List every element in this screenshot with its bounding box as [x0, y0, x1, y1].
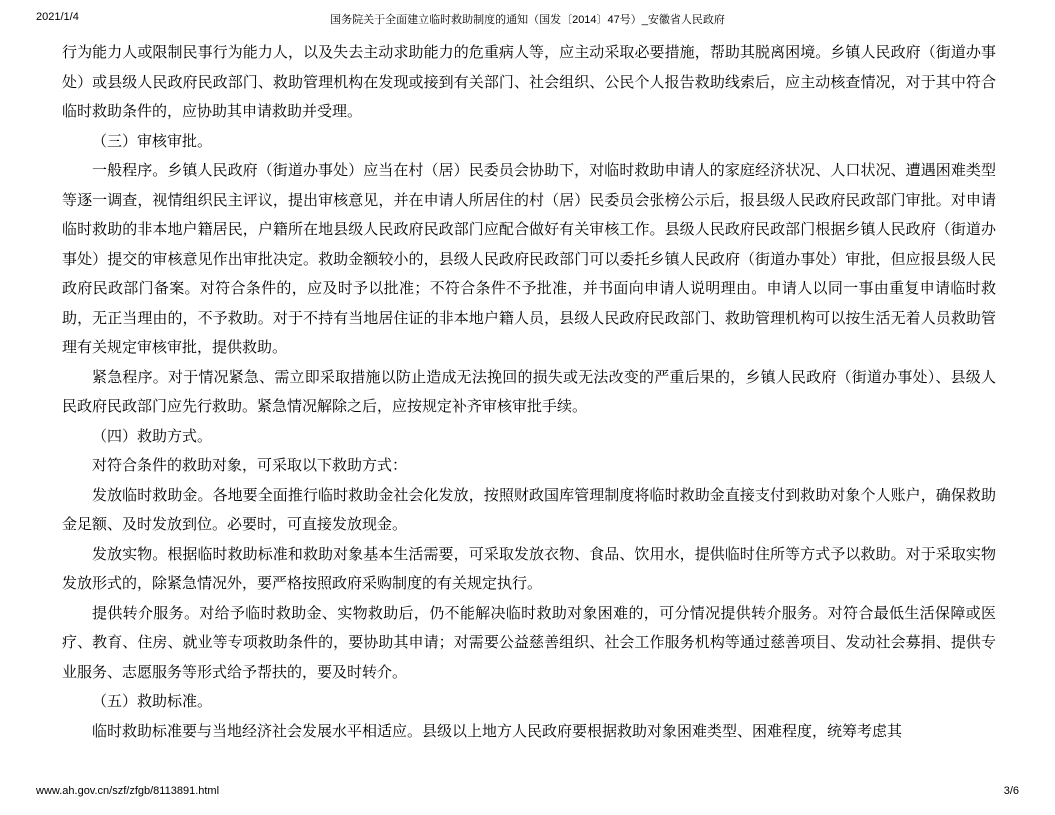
paragraph: 发放临时救助金。各地要全面推行临时救助金社会化发放，按照财政国库管理制度将临时救助金直接支付到救助对象个人账户，确保救助金足额、及时发放到位。必要时，可直接发放现金。: [62, 485, 996, 533]
source-url[interactable]: www.ah.gov.cn/szf/zfgb/8113891.html: [36, 785, 220, 797]
section-heading: （五）救助标准。: [92, 692, 213, 710]
section-heading: （四）救助方式。: [92, 426, 213, 445]
section-heading: （三）审核审批。: [92, 131, 213, 150]
paragraph: 紧急程序。对于情况紧急、需立即采取措施以防止造成无法挽回的损失或无法改变的严重后果的，乡镇人民政府（街道办事处）、县级人民政府民政部门应先行救助。紧急情况解除之后，应按规定补齐审核审批手续。: [62, 367, 996, 415]
paragraph: 发放实物。根据临时救助标准和救助对象基本生活需要，可采取发放衣物、食品、饮用水，提供临时住所等方式予以救助。对于采取实物发放形式的，除紧急情况外，要严格按照政府采购制度的有关规定执行。: [62, 544, 996, 592]
document-title: 国务院关于全面建立临时救助制度的通知（国发〔2014〕47号）_安徽省人民政府: [330, 14, 725, 26]
page-header: [36, 11, 1019, 25]
paragraph: 一般程序。乡镇人民政府（街道办事处）应当在村（居）民委员会协助下，对临时救助申请人的家庭经济状况、人口状况、遭遇困难类型等逐一调查，视情组织民主评议，提出审核意见，并在申请人所居住的村（居）民委员会张榜公示后，报县级人民政府民政部门审批。对申请临时救助的非本地户籍居民，户籍所在地县级人民政府民政部门应配合做好有关审核工作。县级人民政府民政部门根据乡镇人民政府（街道办事处）提交的审核意见作出审批决定。救助金额较小的，县级人民政府民政部门可以委托乡镇人民政府（街道办事处）审批，但应报县级人民政府民政部门备案。对符合条件的，应及时予以批准；不符合条件不予批准，并书面向申请人说明理由。申请人以同一事由重复申请临时救助，无正当理由的，不予救助。对于不持有当地居住证的非本地户籍人员，县级人民政府民政部门、救助管理机构可以按生活无着人员救助管理有关规定审核审批，提供救助。: [62, 161, 996, 356]
page-footer: [36, 785, 1019, 799]
paragraph: 提供转介服务。对给予临时救助金、实物救助后，仍不能解决临时救助对象困难的，可分情况提供转介服务。对符合最低生活保障或医疗、教育、住房、就业等专项救助条件的，要协助其申请；对需要公益慈善组织、社会工作服务机构等通过慈善项目、发动社会募捐、提供专业服务、志愿服务等形式给予帮扶的，要及时转介。: [62, 603, 996, 681]
paragraph: 临时救助标准要与当地经济社会发展水平相适应。县级以上地方人民政府要根据救助对象困难类型、困难程度，统筹考虑其: [92, 721, 903, 740]
page-number: 3/6: [1003, 785, 1019, 797]
print-date: 2021/1/4: [36, 11, 79, 23]
paragraph: 对符合条件的救助对象，可采取以下救助方式：: [92, 456, 408, 474]
document-body: [62, 38, 996, 746]
paragraph: 行为能力人或限制民事行为能力人，以及失去主动求助能力的危重病人等，应主动采取必要措施，帮助其脱离困境。乡镇人民政府（街道办事处）或县级人民政府民政部门、救助管理机构在发现或接到有关部门、社会组织、公民个人报告救助线索后，应主动核查情况，对于其中符合临时救助条件的，应协助其申请救助并受理。: [62, 43, 996, 120]
